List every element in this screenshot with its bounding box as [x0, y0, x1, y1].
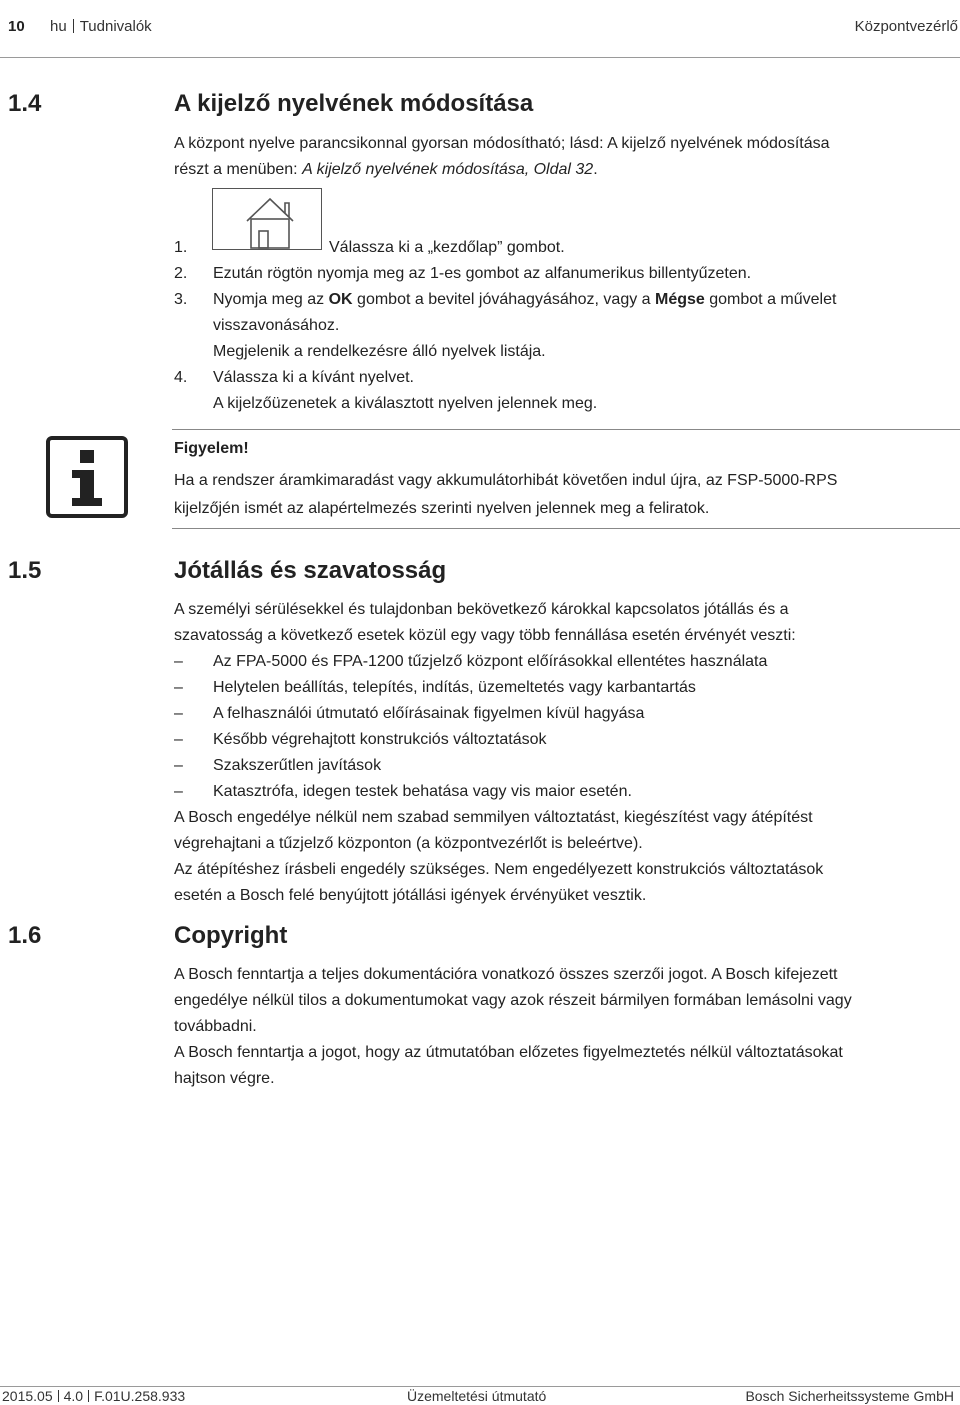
note-line-1: Ha a rendszer áramkimaradást vagy akkumulátorhibát követően indul újra, az FSP-5000-RPS: [174, 472, 838, 489]
list-item: – Az FPA-5000 és FPA-1200 tűzjelző központ előírásokkal ellentétes használata: [174, 649, 934, 675]
step-number: 4.: [174, 369, 188, 386]
company-name: Bosch Sicherheitssysteme GmbH: [745, 1388, 954, 1404]
list-item: – A felhasználói útmutató előírásainak figyelmen kívül hagyása: [174, 701, 934, 727]
paragraph-line: végrehajtani a tűzjelző központon (a központvezérlőt is beleértve).: [174, 835, 643, 852]
section-number-1-4: 1.4: [8, 90, 42, 117]
page-header: [0, 0, 960, 58]
step-text: gombot a bevitel jóváhagyásához, vagy a: [352, 291, 656, 308]
cancel-button-label: Mégse: [655, 291, 705, 308]
paragraph-line: továbbadni.: [174, 1018, 257, 1035]
warranty-paragraph-2: [174, 805, 934, 909]
paragraph-line: A Bosch fenntartja a teljes dokumentációra vonatkozó összes szerzői jogot. A Bosch kifejezett: [174, 966, 838, 983]
step-number: 2.: [174, 265, 188, 282]
note-divider-top: [172, 429, 960, 430]
paragraph-line: A Bosch fenntartja a jogot, hogy az útmutatóban előzetes figyelmeztetés nélkül változtatásokat: [174, 1044, 843, 1061]
step-text: Nyomja meg az: [213, 291, 329, 308]
warranty-intro-line-2: szavatosság a következő esetek közül egy vagy több fennállása esetén érvényét veszti:: [174, 627, 796, 644]
section-number-1-6: 1.6: [8, 922, 42, 949]
paragraph-line: Az átépítéshez írásbeli engedély szükséges. Nem engedélyezett konstrukciós változtatások: [174, 861, 824, 878]
footer-code: F.01U.258.933: [94, 1388, 186, 1404]
info-glyph: [50, 440, 124, 514]
note-title: Figyelem!: [174, 440, 249, 457]
paragraph-line: hajtson végre.: [174, 1070, 275, 1087]
section-name: Tudnivalók: [79, 18, 152, 35]
step-text: Ezután rögtön nyomja meg az 1-es gombot az alfanumerikus billentyűzeten.: [213, 265, 752, 282]
intro-line-2: részt a menüben:: [174, 161, 303, 178]
step-text: visszavonásához.: [213, 317, 340, 334]
step-4: [174, 365, 934, 417]
section-number-1-5: 1.5: [8, 557, 42, 584]
intro-paragraph: [174, 131, 934, 183]
manual-type: Üzemeltetési útmutató: [407, 1388, 547, 1404]
step-text: gombot a művelet: [704, 291, 837, 308]
section-title-1-5: Jótállás és szavatosság: [174, 557, 447, 584]
step-2: [174, 261, 934, 287]
step-1: [174, 235, 934, 261]
document-title: Központvezérlő: [854, 18, 958, 35]
paragraph-line: engedélye nélkül tilos a dokumentumokat vagy azok részeit bármilyen formában lemásolni vagy: [174, 992, 852, 1009]
section-title-1-6: Copyright: [174, 922, 288, 949]
footer-date: 2015.05: [2, 1388, 53, 1404]
steps-list: [174, 235, 934, 417]
step-3: [174, 287, 934, 365]
list-item: – Később végrehajtott konstrukciós változtatások: [174, 727, 934, 753]
warranty-intro: [174, 597, 934, 649]
warranty-intro-line-1: A személyi sérülésekkel és tulajdonban bekövetkező károkkal kapcsolatos jótállás és a: [174, 601, 789, 618]
intro-end: .: [593, 161, 598, 178]
footer-version: 4.0: [63, 1388, 84, 1404]
language-code: hu: [50, 18, 67, 35]
list-item: – Szakszerűtlen javítások: [174, 753, 934, 779]
paragraph-line: esetén a Bosch felé benyújtott jótállási igények érvényüket vesztik.: [174, 887, 647, 904]
info-icon: [46, 436, 128, 518]
copyright-paragraph: [174, 962, 934, 1092]
step-text: Válassza ki a kívánt nyelvet.: [213, 369, 414, 386]
step-result: A kijelzőüzenetek a kiválasztott nyelven jelennek meg.: [213, 395, 598, 412]
intro-line-1: A központ nyelve parancsikonnal gyorsan módosítható; lásd: A kijelző nyelvének módosítása: [174, 135, 830, 152]
note-divider-bottom: [172, 528, 960, 529]
paragraph-line: A Bosch engedélye nélkül nem szabad semmilyen változtatást, kiegészítést vagy átépítést: [174, 809, 813, 826]
ok-button-label: OK: [328, 291, 353, 308]
warranty-exclusions-list: [174, 649, 934, 805]
page-footer: [0, 1386, 960, 1405]
list-item: – Helytelen beállítás, telepítés, indítás, üzemeltetés vagy karbantartás: [174, 675, 934, 701]
note-text: [174, 467, 944, 523]
step-result: Megjelenik a rendelkezésre álló nyelvek listája.: [213, 343, 546, 360]
page-number: 10: [8, 18, 25, 35]
intro-cross-reference: A kijelző nyelvének módosítása, Oldal 32: [302, 161, 594, 178]
step-number: 3.: [174, 291, 188, 308]
section-title-1-4: A kijelző nyelvének módosítása: [174, 90, 534, 117]
step-text: Válassza ki a „kezdőlap” gombot.: [329, 239, 565, 256]
document-id: [2, 1388, 185, 1404]
list-item: – Katasztrófa, idegen testek behatása vagy vis maior esetén.: [174, 779, 934, 805]
breadcrumb: [50, 18, 152, 35]
step-number: 1.: [174, 239, 188, 256]
note-line-2: kijelzőjén ismét az alapértelmezés szerinti nyelven jelennek meg a feliratok.: [174, 500, 710, 517]
